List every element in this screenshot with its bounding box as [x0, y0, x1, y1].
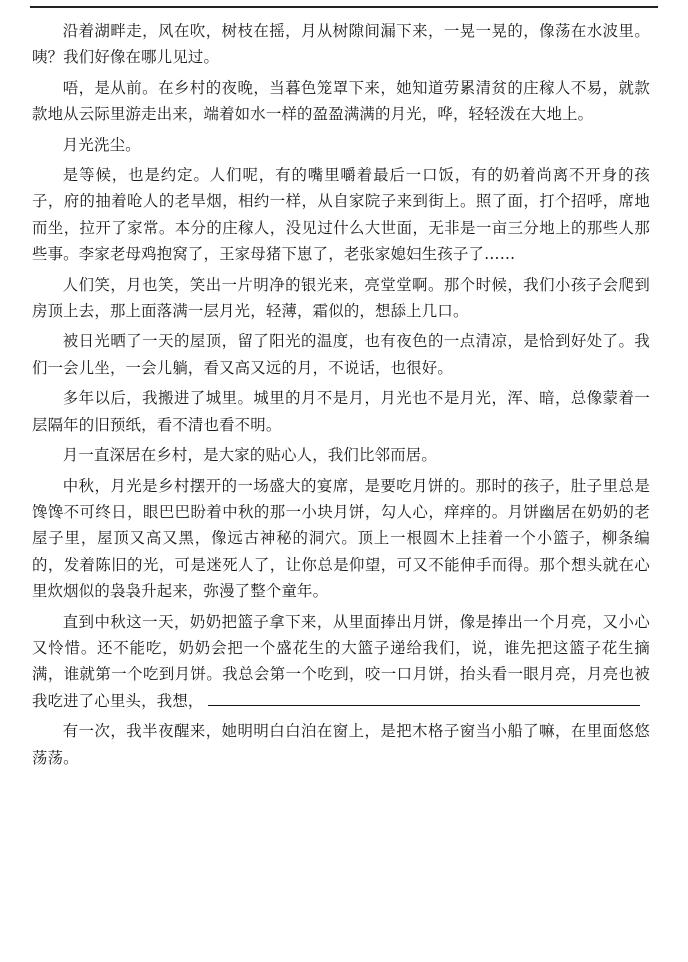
- paragraph-10: [32, 609, 650, 715]
- paragraph-3: 月光洗尘。: [62, 135, 141, 154]
- paragraph-1: 沿着湖畔走，风在吹，树枝在摇，月从树隙间漏下来，一晃一晃的，像荡在水波里。咦？我们好像在哪儿见过。: [32, 22, 650, 67]
- paragraph-4: 是等候，也是约定。人们呢，有的嘴里嚼着最后一口饭，有的奶着尚离不开身的孩子，府的抽着呛人的老旱烟，相约一样，从自家院子来到街上。照了面，打个招呼，席地而坐，拉开了家常。本分的庄稼人，没见过什么大世面，无非是一亩三分地上的那些人那些事。李家老母鸡抱窝了，王家母猪下崽了，老张家媳妇生孩子了……: [32, 166, 650, 264]
- paragraph-10-text: 直到中秋这一天，奶奶把篮子拿下来，从里面捧出月饼，像是捧出一个月亮，又小心又怜惜。还不能吃，奶奶会把一个盛花生的大篮子递给我们，说，谁先把这篮子花生摘满，谁就第一个吃到月饼。我总会第一个吃到，咬一口月饼，抬头看一眼月亮，月亮也被我吃进了心里头，我想，: [32, 612, 650, 710]
- paragraph-5: 人们笑，月也笑，笑出一片明净的银光来，亮堂堂啊。那个时候，我们小孩子会爬到房顶上去，那上面落满一层月光，轻薄，霜似的，想舔上几口。: [32, 275, 650, 321]
- paragraph-11: 有一次，我半夜醒来，她明明白白泊在窗上，是把木格子窗当小船了嘛，在里面悠悠荡荡。: [32, 722, 650, 767]
- paragraph-2: 唔，是从前。在乡村的夜晚，当暮色笼罩下来，她知道劳累清贫的庄稼人不易，就款款地从云际里游走出来，端着如水一样的盈盈满满的月光，哗，轻轻泼在大地上。: [32, 78, 650, 124]
- essay-body: [32, 18, 650, 775]
- paragraph-7: 多年以后，我搬进了城里。城里的月不是月，月光也不是月光，浑、暗，总像蒙着一层隔年的旧预纸，看不清也看不明。: [32, 389, 650, 434]
- paragraph-8: 月一直深居在乡村，是大家的贴心人，我们比邻而居。: [62, 446, 437, 465]
- top-border-line: [30, 6, 658, 8]
- paragraph-9: 中秋，月光是乡村摆开的一场盛大的宴席，是要吃月饼的。那时的孩子，肚子里总是馋馋不可终日，眼巴巴盼着中秋的那一小块月饼，勾人心，痒痒的。月饼幽居在奶奶的老屋子里，屋顶又高又黑，像远古神秘的洞穴。顶上一根圆木上挂着一个小篮子，柳条编的，发着陈旧的光，可是迷死人了，让你总是仰望，可又不能伸手而得。那个想头就在心里炊烟似的袅袅升起来，弥漫了整个童年。: [32, 476, 650, 601]
- answer-blank-line[interactable]: [208, 691, 640, 706]
- paragraph-6: 被日光晒了一天的屋顶，留了阳光的温度，也有夜色的一点清凉，是恰到好处了。我们一会儿坐，一会儿躺，看又高又远的月，不说话，也很好。: [32, 332, 650, 377]
